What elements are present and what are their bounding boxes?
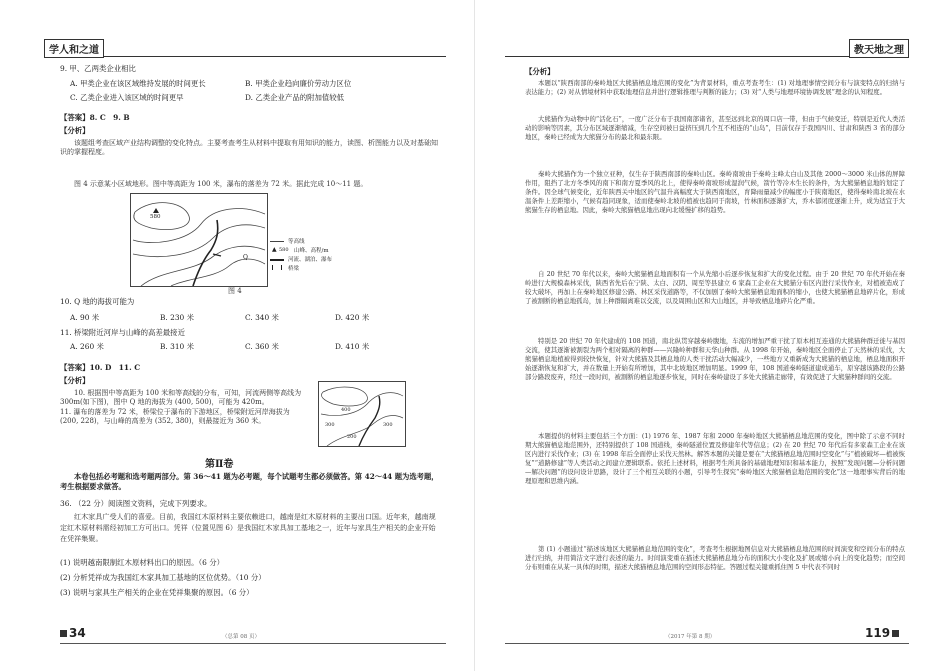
bridge-icon [272,265,282,270]
right-para-1: 本题以“陕西南部的秦岭地区大熊猫栖息地范围的变化”为背景材料，重点考查考生：(1) 对地理事情空间分布与演变特点的归纳与表达能力；(2) 对从情境材料中获取地理信息并进行逻辑推理与判断的能力；(3) 对“人类与地理环境协调发展”理念的认知程度。 [525,79,905,96]
q11-option-d: D. 410 米 [335,342,370,351]
figure4-caption: 图 4 [228,287,242,295]
legend-bridge [270,264,350,273]
mini-label-2: 300 [325,422,335,428]
q36-item-2: (2) 分析凭祥成为我国红木家具加工基地的区位优势。（10 分） [60,573,266,582]
mini-map-svg [319,382,405,446]
analysis2-label: 【分析】 [60,376,90,385]
legend-label-river: 河流、湖泊、瀑布 [288,257,333,263]
q36-head: 36. （22 分）阅读图文资料，完成下列要求。 [60,499,212,508]
q36-item-3: (3) 说明与家具生产相关的企业在凭祥集聚的原因。（6 分） [60,588,254,597]
figure4-intro: 图 4 示意某小区域地形。图中等高距为 100 米，瀑布的落差为 72 米。据此完成 10～11 题。 [74,180,368,188]
left-footer-line [60,643,446,644]
left-header [44,40,446,57]
analysis1-text: 该题组考查区域产业结构调整的变化特点。主要考查考生从材料中提取有用知识的能力，读图、析图能力以及对基础知识的掌握程度。 [60,139,438,157]
right-para-2: 大熊猫作为动物中的“活化石”，一度广泛分布于我国南部诸省，甚至远到北京的周口店一带，但由于气候变迁，特别是近代人类活动的影响等因素，其分布区域逐渐缩减，生存空间被日益挤压到几个互不相连的“山岛”，目前仅存于我国四川、甘肃和陕西 3 省的部分地区，秦岭已经成为大熊猫分布的最北和最东限。 [525,115,905,141]
section-title: 第Ⅱ卷 [205,459,234,470]
right-page-number [865,626,899,640]
analysis2-text: 10. 根据图中等高距为 100 米和等高线的分布，可知，河流两侧等高线为 300m(如下图)，图中 Q 地的海拔为 (400, 500)，可能为 420m。 11. 瀑布的落差为 72 米，桥梁位于瀑布的下游地区，桥梁附近河岸海拔为 (200, 228)，与山峰的高差为 (352, 380)，则最接近为 360 米。 [60,389,302,426]
figure4-map [130,193,268,287]
legend-contour [270,237,350,246]
legend-peak [270,246,350,255]
left-page-number [60,626,86,640]
q36-body: 红木家具广受人们的喜爱。目前，我国红木原材料主要依赖进口，越南是红木原材料的主要出口国。近年来，越南规定红木原材料需经初加工方可出口。凭祥（位置见图 6）是我国红木家具加工基地之一，近年与家具生产相关的企业开始在凭祥集聚。 [60,512,436,543]
contour-map [131,194,267,286]
q11-option-c: C. 360 米 [245,342,279,351]
q9-option-c: C. 乙类企业进入该区域的时间更早 [70,93,184,102]
river-icon [270,259,284,261]
map-peak-label: 580 [150,214,161,220]
q11-stem: 11. 桥梁附近河岸与山峰的高差最接近 [60,328,185,337]
q10-option-c: C. 340 米 [245,313,279,322]
mini-contour-map [318,381,406,447]
q10-option-d: D. 420 米 [335,313,370,322]
mini-label-1: 400 [341,407,351,413]
q9-option-a: A. 甲类企业在该区域维持发展的时间更长 [70,79,206,88]
page-marker-icon [892,630,899,637]
left-header-title: 学人和之道 [44,39,104,58]
right-analysis-label: 【分析】 [525,67,555,76]
legend-river [270,255,350,264]
legend-label-contour: 等高线 [288,239,305,245]
right-para-6: 本题提供的材料主要包括三个方面：(1) 1976 年、1987 年和 2000 年秦岭地区大熊猫栖息地范围的变化，图中除了示意不同时期大熊猫栖息地范围外，还特别提供了 108 国道线，秦岭隧道位置及修建年代等信息；(2) 在 20 世纪 70 年代后有多家森工企业在该区内进行采伐作业；(3) 在 1998 年后全面停止采伐天然林。解答本题的关键是要在“大熊猫栖息地范围时空变化”与“植被破坏—植被恢复”“道路修建”等人类活动之间建立逻辑联系。依托上述材料，根据考生所具备的基础地理知识和基本能力，按照“发现问题—分析问题—解决问题”的设问设计思路，设计了三个相互关联的小题，引导考生探究“秦岭地区大熊猫栖息地范围的变化”这一地理事实背后的地理原理和思维内涵。 [525,432,905,485]
right-page [475,0,950,671]
right-header [505,40,909,57]
right-para-4: 自 20 世纪 70 年代以来，秦岭大熊猫栖息地面积有一个从先缩小后逐步恢复和扩大的变化过程。由于 20 世纪 70 年代开始在秦岭进行大规模森林采伐，陕西省先后在宁陕、太白、汉阴、周至等县建立 6 家森工企业在大熊猫分布区内进行采伐作业，对植被造成了较大破坏，再加上在秦岭地区修建公路、林区采伐道路等，不仅加剧了秦岭大熊猫栖息地面积的缩小，也使大熊猫栖息地碎片化，形成了被割断的栖息地孤岛，加上种群隔离难以交流，以及周围山区和大山地区，并导致栖息地碎片化严重。 [525,270,905,305]
q36-item-1: (1) 说明越南限制红木原材料出口的原因。（6 分） [60,558,224,567]
q11-option-b: B. 310 米 [160,342,194,351]
left-foot-note: （总第 08 页） [222,634,260,640]
left-page-num-text: 34 [69,626,86,640]
mini-label-3: 200 [347,434,357,440]
right-page-num-text: 119 [865,626,891,640]
peak-legend-icon: ▲ [272,246,277,253]
page-marker-icon [60,630,67,637]
legend-label-peak: 山峰、高程/m [294,248,329,254]
peak-icon [153,208,159,213]
q9-option-d: D. 乙类企业产品的附加值较低 [245,93,345,102]
q9-option-b: B. 甲类企业趋向廉价劳动力区位 [245,79,352,88]
mini-label-4: 300 [383,422,393,428]
analysis1-label: 【分析】 [60,126,90,135]
q10-option-a: A. 90 米 [70,313,100,322]
q10-stem: 10. Q 地的海拔可能为 [60,297,135,306]
q10-option-b: B. 230 米 [160,313,194,322]
right-header-title: 教天地之理 [849,39,909,58]
right-para-3: 秦岭大熊猫作为一个独立亚种，仅生存于陕西南部的秦岭山区。秦岭南坡由于秦岭主峰太白山及其他 2000～3000 米山体的屏障作用，阻挡了北方冬季风的南下和南方夏季风的北上，使得秦岭南坡形成湿润气候，箭竹等冷木生长的条件，为大熊猫栖息地的划定了条件。因全球气候变化，近年陕西关中地区的气温升高幅度大于陕西南地区，育降雨量减少的幅度小于陕南地区，使得秦岭南北坡在水温条件上差距缩小，气候有趋同现象，适而使秦岭北坡的植被也趋同于南坡，竹林面积逐渐扩大，乔木郁闭度逐渐上升，成为适宜于大熊猫生存的栖息地。因此，秦岭大熊猫栖息地出现向北缓慢扩移的趋势。 [525,170,905,214]
map-q-label: Q [243,254,248,261]
q9-stem: 9. 甲、乙两类企业相比 [60,64,136,73]
figure4-legend [270,237,350,273]
right-footer-line [505,643,909,644]
section-note: 本卷包括必考题和选考题两部分。第 36～41 题为必考题，每个试题考生都必须做答。第 42～44 题为选考题，考生根据要求做答。 [60,472,439,491]
legend-peak-value: 580 [279,247,289,253]
q11-option-a: A. 260 米 [70,342,104,351]
answer-8-9: 【答案】8. C 9. B [60,113,130,122]
legend-label-bridge: 桥梁 [288,266,300,272]
contour-line-icon [270,241,284,242]
right-para-5: 特别是 20 世纪 70 年代建成的 108 国道，南北纵贯穿越秦岭腹地，车流的增加严重干扰了原本相互连通的大熊猫种群迁徙与基因交流，使其逐渐被割裂为两个相对隔离的种群——兴隆岭种群和天华山种群。从 1998 年开始，秦岭地区全面停止了天然林的采伐，大熊猫栖息地植被得到较快恢复，针对大熊猫及其栖息地的人类干扰活动大幅减少，一些地方又重新成为大熊猫的栖息地，栖息地面积开始逐渐恢复和扩大，并在数量上开始有所增加，其中北坡地区增加明显。1999 年，108 国道秦岭隧道建成通车，原穿越该路段的公路部分路段废弃，经过一段时间，被割断的栖息地逐步恢复，同时在秦岭建设了多处大熊猫走廊带，有效促进了大熊猫种群间的交流。 [525,337,905,381]
right-foot-note: （2017 年第 8 期） [665,634,716,640]
right-para-7: 第 (1) 小题通过“描述该地区大熊猫栖息地范围的变化”，考查考生根据地图信息对大熊猫栖息地范围的时间演变和空间分布的特点进行归纳，并用简洁文字进行表述的能力。时间演变重在描述大熊猫栖息地分布的面积大小变化及扩展或缩小向上的变化趋势；而空间分布则重在从某一具体的时期，描述大熊猫栖息地范围的空间形态特征。答题过程关键重抓住图 5 中代表不同时 [525,545,905,571]
answer-10-11: 【答案】10. D 11. C [60,363,141,372]
